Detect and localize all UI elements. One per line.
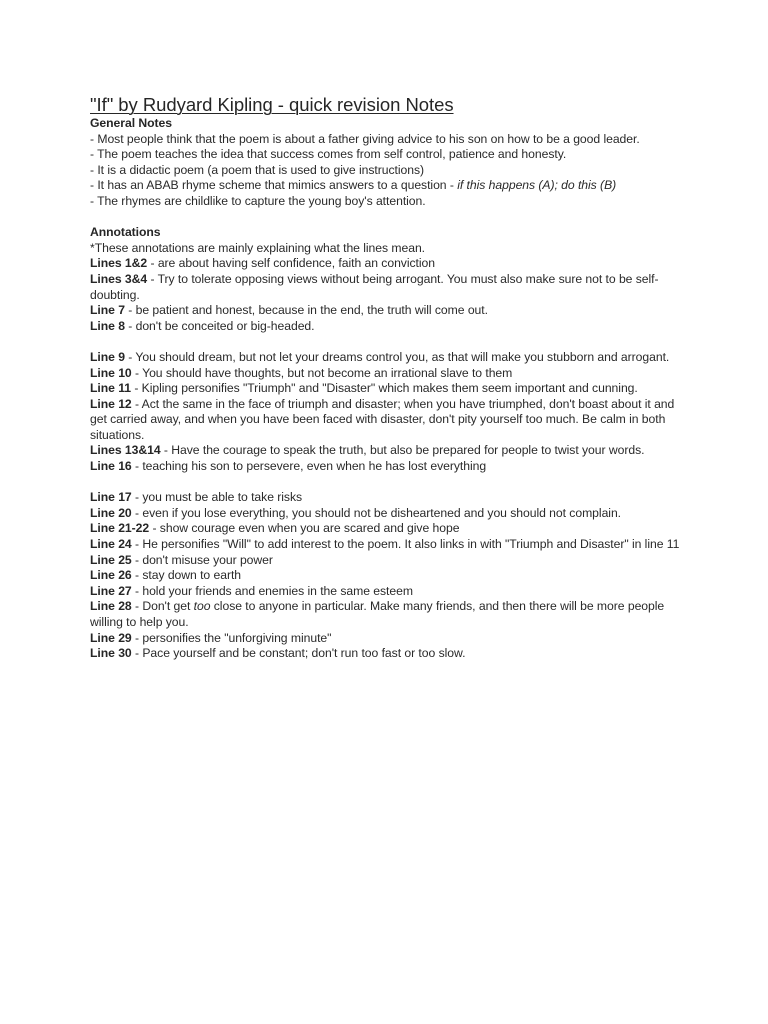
annotation-text: - don't misuse your power [131, 552, 273, 567]
annotation-label: Line 26 [90, 568, 132, 583]
annotation-item [90, 381, 690, 397]
annotation-item [90, 599, 690, 630]
general-note: - The poem teaches the idea that success comes from self control, patience and honesty. [90, 147, 567, 162]
annotation-emphasis: too [193, 599, 211, 614]
annotation-text: - Try to tolerate opposing views without being arrogant. You must also make sure not to be self-doubting. [90, 271, 659, 302]
annotation-item [90, 272, 690, 303]
general-note: - It is a didactic poem (a poem that is used to give instructions) [90, 162, 425, 177]
annotation-text: - teaching his son to persevere, even when he has lost everything [131, 459, 487, 474]
general-note: - The rhymes are childlike to capture the young boy's attention. [90, 193, 426, 208]
annotation-text: - don't be conceited or big-headed. [124, 318, 315, 333]
annotation-item [90, 568, 690, 584]
annotation-item [90, 459, 690, 475]
spacer [90, 210, 690, 226]
annotation-label: Line 20 [90, 505, 132, 520]
annotation-item [90, 506, 690, 522]
rhyme-pattern: if this happens (A); do this (B) [457, 178, 617, 193]
annotation-item [90, 350, 690, 366]
document-page [90, 94, 690, 662]
annotation-text: - stay down to earth [131, 568, 242, 583]
annotation-item [90, 490, 690, 506]
annotation-text: - You should dream, but not let your dreams control you, as that will make you stubborn and arrogant. [124, 349, 670, 364]
annotation-label: Line 12 [90, 396, 132, 411]
annotation-label: Line 25 [90, 552, 132, 567]
annotation-text: - Don't get [131, 599, 194, 614]
annotation-text: - You should have thoughts, but not become an irrational slave to them [131, 365, 513, 380]
annotation-item [90, 537, 690, 553]
annotation-label: Line 29 [90, 630, 132, 645]
annotation-item [90, 553, 690, 569]
annotation-item [90, 584, 690, 600]
annotation-item [90, 631, 690, 647]
annotation-label: Line 21-22 [90, 521, 150, 536]
general-note [90, 178, 690, 194]
annotation-text: - He personifies "Will" to add interest to the poem. It also links in with "Triumph and Disaster" in line 11 [131, 537, 680, 552]
annotation-text: - you must be able to take risks [131, 490, 303, 505]
spacer [90, 334, 690, 350]
annotation-text: - hold your friends and enemies in the same esteem [131, 583, 413, 598]
annotation-item [90, 319, 690, 335]
annotation-label: Lines 1&2 [90, 256, 148, 271]
general-note-text: - It has an ABAB rhyme scheme that mimics answers to a question - [90, 178, 458, 193]
annotation-text: - even if you lose everything, you should not be disheartened and you should not complain. [131, 505, 622, 520]
annotation-label: Line 17 [90, 490, 132, 505]
annotation-label: Line 27 [90, 583, 132, 598]
annotation-text: - Kipling personifies "Triumph" and "Disaster" which makes them seem important and cunning. [130, 381, 638, 396]
annotation-item [90, 521, 690, 537]
general-note: - Most people think that the poem is about a father giving advice to his son on how to be a good leader. [90, 131, 640, 146]
annotation-label: Line 7 [90, 303, 125, 318]
annotation-item [90, 443, 690, 459]
annotation-text: - personifies the "unforgiving minute" [131, 630, 332, 645]
annotation-label: Line 16 [90, 459, 132, 474]
annotation-label: Lines 13&14 [90, 443, 161, 458]
annotation-text: - Pace yourself and be constant; don't run too fast or too slow. [131, 646, 466, 661]
annotation-text: - are about having self confidence, faith an conviction [147, 256, 435, 271]
annotations-intro: *These annotations are mainly explaining what the lines mean. [90, 240, 426, 255]
annotation-label: Line 9 [90, 349, 125, 364]
annotation-label: Lines 3&4 [90, 271, 148, 286]
annotation-text: - Act the same in the face of triumph and disaster; when you have triumphed, don't boast about it and get carried away, and when you have been faced with disaster, don't pity yourself too much. Be calm in both situations. [90, 396, 675, 442]
annotation-item [90, 303, 690, 319]
annotation-label: Line 24 [90, 537, 132, 552]
page-title: "If" by Rudyard Kipling - quick revision Notes [90, 94, 454, 115]
spacer [90, 475, 690, 491]
annotation-label: Line 11 [90, 381, 131, 396]
annotation-text: - Have the courage to speak the truth, but also be prepared for people to twist your words. [160, 443, 645, 458]
annotation-item [90, 366, 690, 382]
annotations-heading: Annotations [90, 225, 161, 240]
annotation-label: Line 10 [90, 365, 132, 380]
annotation-text: - show courage even when you are scared and give hope [149, 521, 460, 536]
annotation-text: close to anyone in particular. Make many friends, and then there will be more people willing to help you. [90, 599, 665, 629]
annotation-item [90, 397, 690, 444]
annotation-item [90, 646, 690, 662]
annotation-text: - be patient and honest, because in the end, the truth will come out. [124, 303, 488, 318]
annotation-item [90, 256, 690, 272]
annotation-label: Line 8 [90, 318, 125, 333]
general-notes-heading: General Notes [90, 116, 172, 130]
annotation-label: Line 30 [90, 646, 132, 661]
annotation-label: Line 28 [90, 599, 132, 614]
